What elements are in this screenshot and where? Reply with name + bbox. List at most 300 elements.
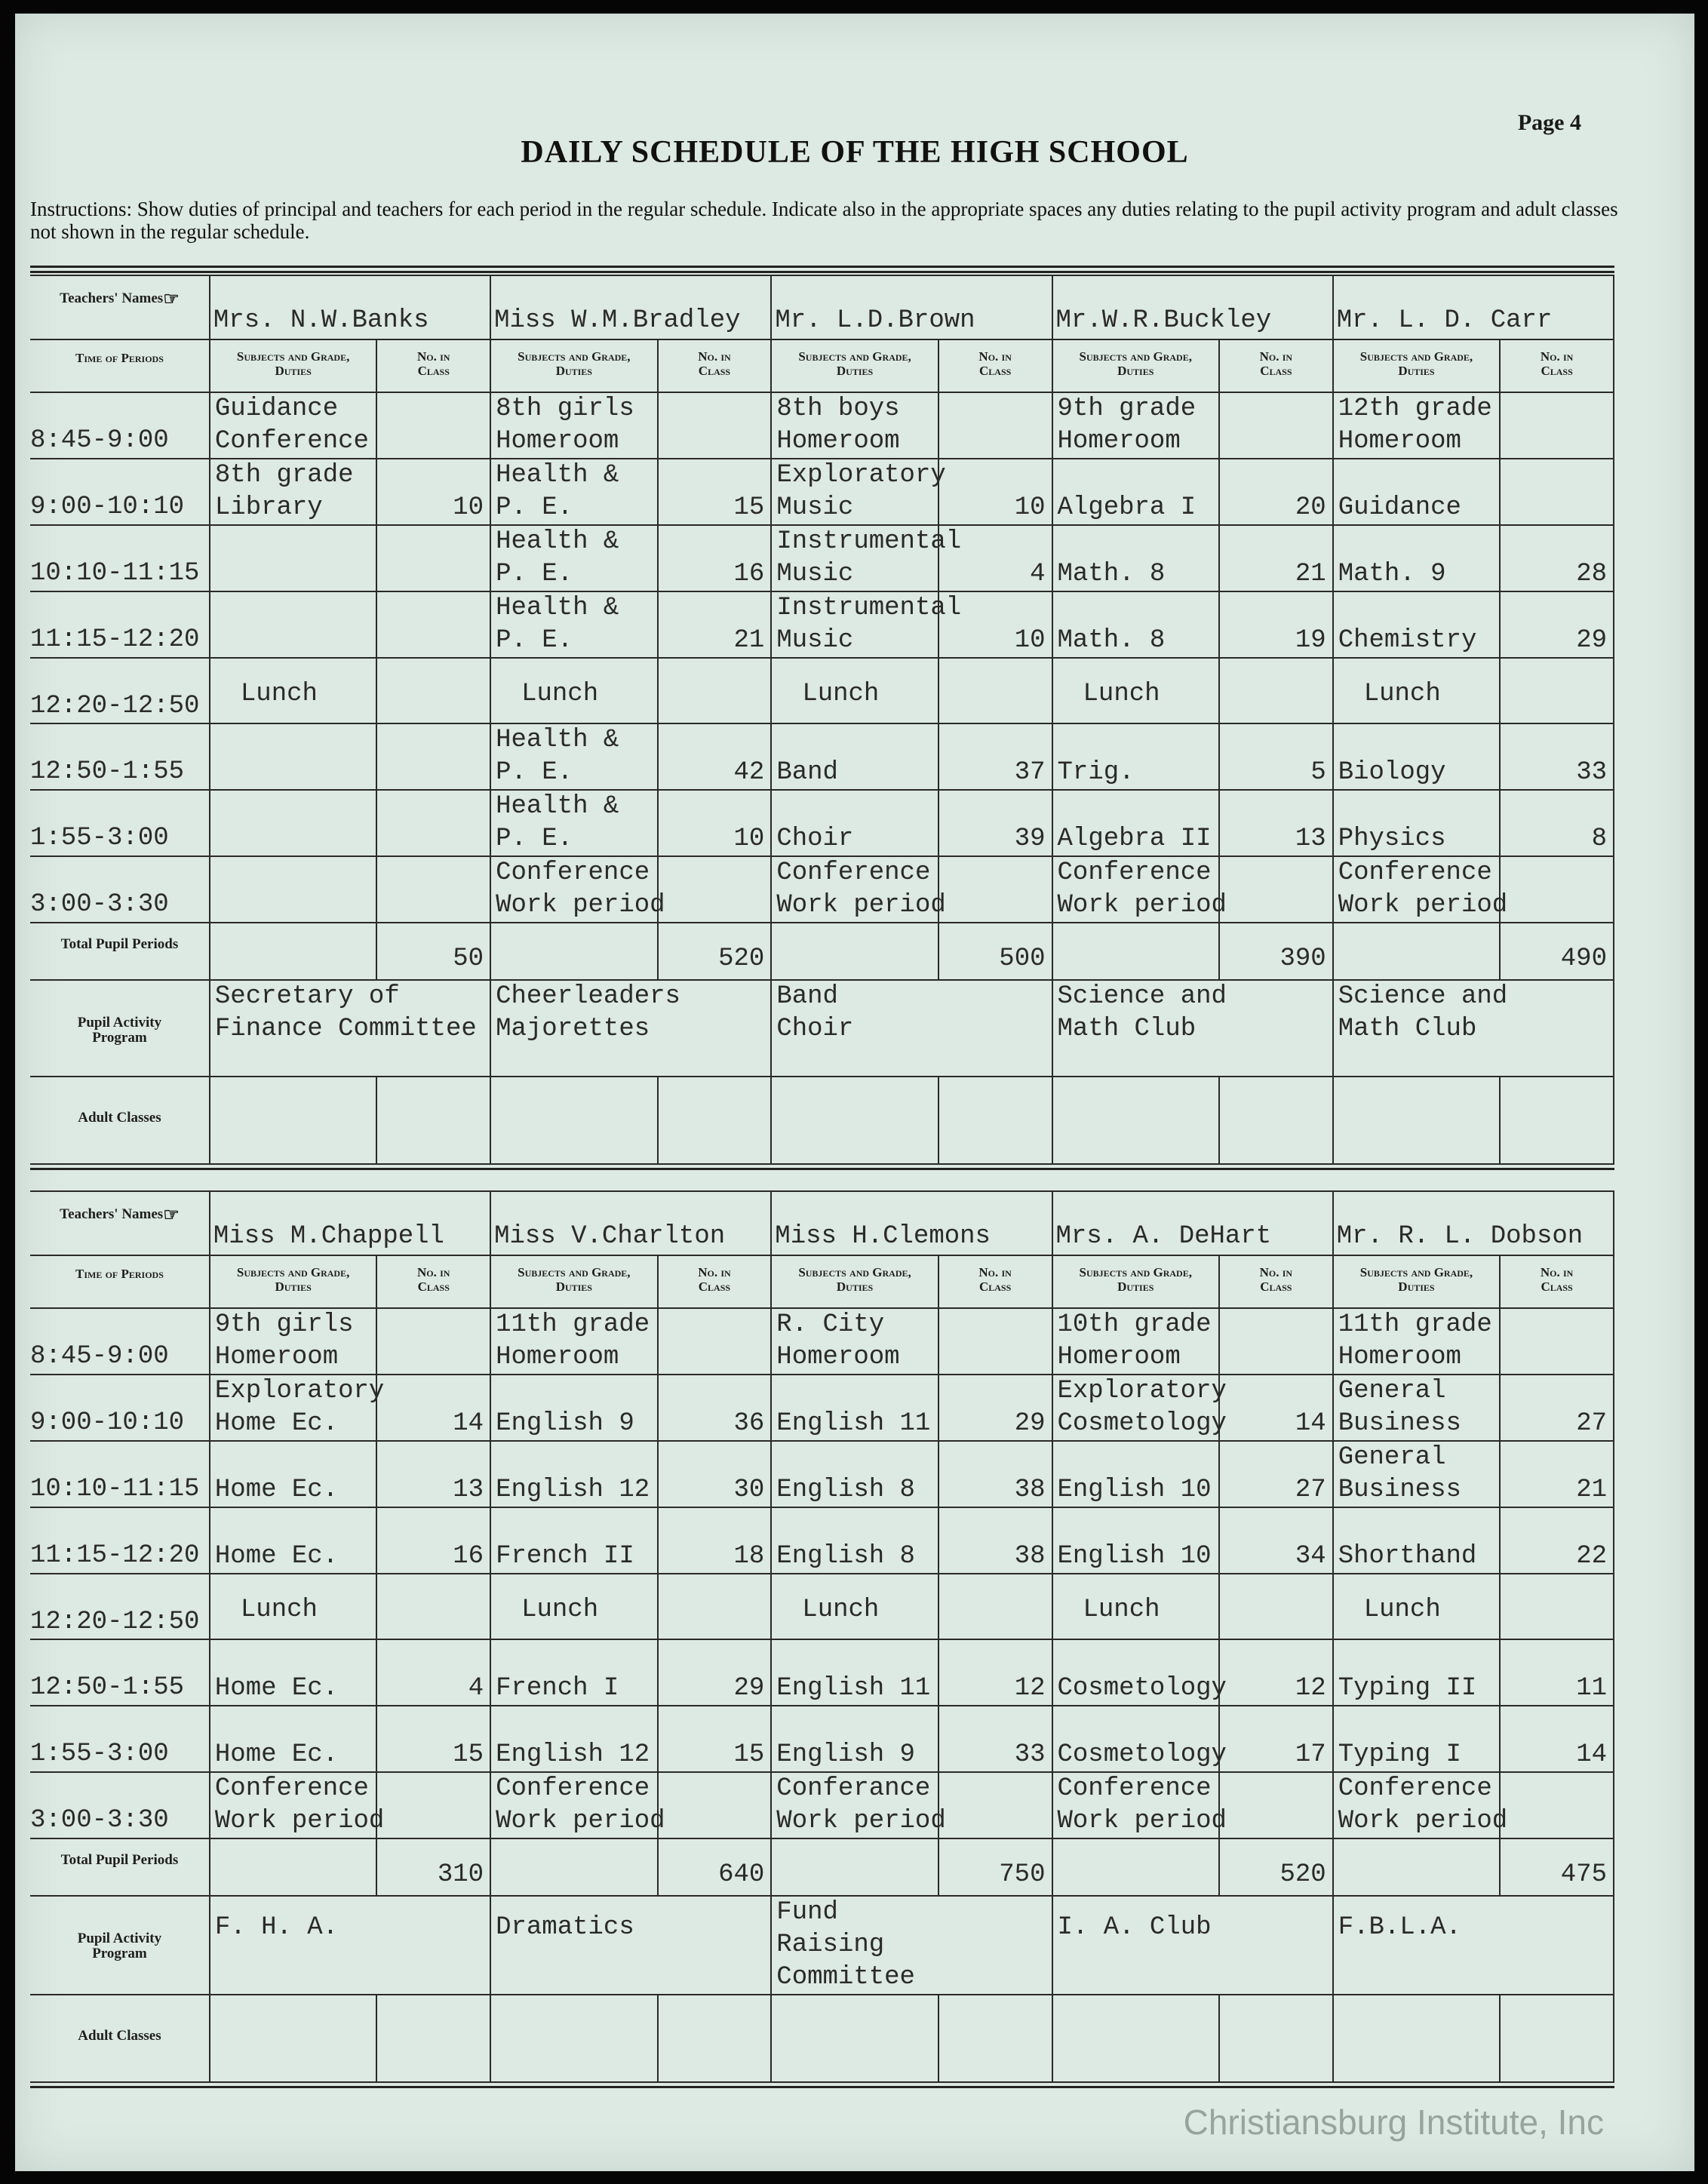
class-count-cell bbox=[1219, 1574, 1333, 1639]
class-count-cell bbox=[1500, 790, 1614, 856]
class-count-cell bbox=[938, 392, 1052, 459]
class-count: 36 bbox=[733, 1409, 765, 1438]
subject-line-1 bbox=[491, 1706, 656, 1739]
class-count-cell bbox=[1219, 790, 1333, 856]
subject-line-1: Health & bbox=[496, 726, 619, 754]
total-value: 310 bbox=[437, 1860, 484, 1889]
period-time-text: 12:20-12:50 bbox=[30, 692, 200, 720]
subject-line-2: Work period bbox=[1338, 1807, 1508, 1835]
pointing-hand-icon: ☞ bbox=[163, 1205, 180, 1225]
subject-cell bbox=[1052, 1308, 1219, 1375]
subject-line-1: General bbox=[1338, 1377, 1446, 1405]
subject-line-2: English 9 bbox=[496, 1409, 634, 1438]
activity-line-2: Math Club bbox=[1338, 1015, 1477, 1043]
subject-cell bbox=[771, 790, 938, 856]
activity-line-1: Band bbox=[776, 982, 838, 1011]
class-count-cell bbox=[376, 1441, 490, 1507]
subject-cell bbox=[1333, 658, 1500, 723]
subject-line-2: P. E. bbox=[496, 626, 573, 655]
teacher-names-row bbox=[30, 1191, 1614, 1255]
class-count-cell bbox=[376, 459, 490, 525]
subject-line-1 bbox=[772, 724, 937, 757]
subject-line-1 bbox=[1334, 1508, 1499, 1540]
class-count-cell bbox=[658, 1507, 772, 1574]
adult-subject-cell bbox=[210, 1077, 376, 1164]
subject-line-2: English 10 bbox=[1057, 1476, 1212, 1504]
adult-subject-cell bbox=[771, 1995, 938, 2082]
subject-cell bbox=[1333, 856, 1508, 923]
subject-cell bbox=[1333, 1507, 1500, 1574]
class-count-cell bbox=[938, 459, 1052, 525]
class-count-cell bbox=[938, 525, 1052, 591]
class-count bbox=[1220, 659, 1332, 691]
class-count: 21 bbox=[1295, 560, 1326, 588]
subject-line-2: Homeroom bbox=[776, 427, 900, 456]
class-count bbox=[659, 1773, 771, 1805]
subject-line-1 bbox=[210, 1706, 376, 1739]
total-blank bbox=[1052, 923, 1219, 980]
subjects-header: Subjects and Grade, Duties bbox=[771, 339, 938, 392]
subject-line-2: Typing II bbox=[1338, 1674, 1477, 1703]
lunch-label: Lunch bbox=[802, 1596, 880, 1624]
subject-cell bbox=[210, 1706, 376, 1772]
subject-line-1: Exploratory bbox=[1057, 1377, 1227, 1405]
period-row bbox=[30, 1574, 1614, 1639]
class-count: 18 bbox=[733, 1542, 765, 1571]
class-count bbox=[377, 791, 490, 823]
subject-cell bbox=[210, 1375, 385, 1441]
subject-line-2: Algebra II bbox=[1057, 825, 1212, 853]
class-count bbox=[1220, 857, 1332, 889]
activity-cell bbox=[490, 1896, 771, 1995]
class-count-cell bbox=[1500, 723, 1614, 790]
subject-line-1 bbox=[210, 526, 376, 558]
activity-line-2: Choir bbox=[776, 1015, 854, 1043]
subjects-header: Subjects and Grade, Duties bbox=[210, 339, 376, 392]
class-count-cell bbox=[376, 1639, 490, 1706]
class-count-cell bbox=[938, 723, 1052, 790]
subject-cell bbox=[490, 1441, 657, 1507]
period-time-text: 12:50-1:55 bbox=[30, 1673, 185, 1702]
class-count bbox=[1501, 659, 1613, 691]
class-count: 38 bbox=[1014, 1476, 1046, 1504]
subject-cell bbox=[1333, 1772, 1508, 1838]
class-count: 20 bbox=[1295, 493, 1326, 522]
subject-line-1 bbox=[1053, 1706, 1218, 1739]
subject-line-2: Work period bbox=[776, 1807, 946, 1835]
subject-cell bbox=[771, 525, 962, 591]
subject-line-1: 8th boys bbox=[776, 395, 900, 423]
subject-cell bbox=[771, 1639, 938, 1706]
subject-line-1: Health & bbox=[496, 527, 619, 556]
subject-line-1 bbox=[210, 791, 376, 823]
class-count: 13 bbox=[453, 1476, 484, 1504]
subject-line-2: English 11 bbox=[776, 1409, 931, 1438]
subject-line-2: Math. 8 bbox=[1057, 626, 1166, 655]
class-count-cell bbox=[1219, 1441, 1333, 1507]
subjects-header: Subjects and Grade, Duties bbox=[1333, 1255, 1500, 1308]
subject-line-1 bbox=[1053, 592, 1218, 625]
period-time-text: 9:00-10:10 bbox=[30, 1408, 185, 1437]
adult-count-cell bbox=[938, 1077, 1052, 1164]
activity-line-3: Committee bbox=[776, 1963, 915, 1992]
class-count: 14 bbox=[453, 1409, 484, 1438]
adult-label: Adult Classes bbox=[30, 1077, 210, 1164]
lunch-label: Lunch bbox=[240, 1596, 318, 1624]
period-row bbox=[30, 790, 1614, 856]
subject-line-2: Work period bbox=[1057, 891, 1227, 920]
adult-count-cell bbox=[376, 1995, 490, 2082]
adult-subject-cell bbox=[1333, 1995, 1500, 2082]
subject-cell bbox=[490, 392, 657, 459]
subject-line-2: Algebra I bbox=[1057, 493, 1197, 522]
subject-cell bbox=[1052, 1441, 1219, 1507]
subject-line-2: P. E. bbox=[496, 758, 573, 787]
activity-line-1: F.B.L.A. bbox=[1338, 1913, 1461, 1942]
subject-cell bbox=[1333, 1706, 1500, 1772]
subject-cell bbox=[210, 1308, 376, 1375]
period-time-text: 11:15-12:20 bbox=[30, 1541, 200, 1570]
subject-cell bbox=[490, 658, 657, 723]
class-count-cell bbox=[1500, 1772, 1614, 1838]
period-time bbox=[30, 856, 210, 923]
subject-line-1 bbox=[772, 1442, 937, 1474]
subject-cell bbox=[1052, 658, 1219, 723]
subject-line-2: Home Ec. bbox=[214, 1409, 339, 1438]
period-time bbox=[30, 723, 210, 790]
teacher-name-cell bbox=[210, 1191, 490, 1255]
class-count: 33 bbox=[1576, 758, 1607, 787]
subject-line-1 bbox=[772, 1508, 937, 1540]
subject-cell bbox=[210, 392, 376, 459]
class-count: 17 bbox=[1295, 1740, 1326, 1769]
class-count: 8 bbox=[1591, 825, 1607, 853]
class-count-cell bbox=[376, 525, 490, 591]
activity-line-2: Finance Committee bbox=[214, 1015, 477, 1043]
class-count: 30 bbox=[733, 1476, 765, 1504]
subjects-header: Subjects and Grade, Duties bbox=[490, 339, 657, 392]
period-time bbox=[30, 591, 210, 658]
subject-cell bbox=[771, 1441, 938, 1507]
class-count-cell bbox=[1500, 658, 1614, 723]
subject-cell bbox=[771, 658, 938, 723]
class-count-cell bbox=[938, 1772, 1052, 1838]
subject-line-1: General bbox=[1338, 1443, 1446, 1472]
class-count-cell bbox=[1219, 591, 1333, 658]
subject-line-2: Work period bbox=[496, 1807, 665, 1835]
activity-cell bbox=[1052, 1896, 1333, 1995]
subject-line-1: Conference bbox=[1338, 859, 1492, 887]
adult-label: Adult Classes bbox=[30, 1995, 210, 2082]
total-value: 490 bbox=[1560, 945, 1607, 973]
subject-line-2: French II bbox=[496, 1542, 634, 1571]
class-count: 15 bbox=[453, 1740, 484, 1769]
activity-line-2: Raising bbox=[776, 1931, 885, 1959]
total-cell bbox=[376, 1838, 490, 1896]
class-count bbox=[377, 1309, 490, 1341]
adult-subject-cell bbox=[490, 1995, 657, 2082]
subject-line-1 bbox=[1334, 724, 1499, 757]
period-time-text: 9:00-10:10 bbox=[30, 493, 185, 521]
total-cell bbox=[1219, 923, 1333, 980]
subject-cell bbox=[490, 1507, 657, 1574]
teacher-name: Mr. L.D.Brown bbox=[775, 306, 975, 335]
adult-subject-cell bbox=[1052, 1077, 1219, 1164]
class-count bbox=[659, 857, 771, 889]
subject-line-2: Trig. bbox=[1057, 758, 1135, 787]
class-count-cell bbox=[938, 1639, 1052, 1706]
class-count-cell bbox=[658, 1375, 772, 1441]
subject-cell bbox=[490, 1706, 657, 1772]
subject-cell bbox=[210, 591, 376, 658]
class-count-cell bbox=[658, 459, 772, 525]
class-count bbox=[377, 659, 490, 691]
adult-count-cell bbox=[1219, 1995, 1333, 2082]
activity-line-1: Fund bbox=[776, 1898, 838, 1927]
class-count bbox=[377, 724, 490, 757]
subject-cell bbox=[490, 1574, 657, 1639]
subject-cell bbox=[210, 1639, 376, 1706]
class-count-cell bbox=[658, 1574, 772, 1639]
class-count: 28 bbox=[1576, 560, 1607, 588]
pointing-hand-icon: ☞ bbox=[163, 289, 180, 309]
subject-cell bbox=[490, 459, 657, 525]
total-cell bbox=[1500, 923, 1614, 980]
teacher-name-cell bbox=[771, 275, 1052, 339]
page-number: Page 4 bbox=[1517, 110, 1581, 135]
class-count-cell bbox=[938, 1574, 1052, 1639]
class-count: 12 bbox=[1014, 1674, 1046, 1703]
class-count-cell bbox=[938, 1441, 1052, 1507]
total-value: 475 bbox=[1560, 1860, 1607, 1889]
subject-line-1 bbox=[1053, 724, 1218, 757]
subject-line-2: Homeroom bbox=[1338, 427, 1461, 456]
class-count-cell bbox=[1500, 591, 1614, 658]
subject-line-2: Guidance bbox=[1338, 493, 1461, 522]
no-in-class-header: No. in Class bbox=[938, 339, 1052, 392]
class-count-cell bbox=[1219, 1308, 1333, 1375]
adult-row bbox=[30, 1077, 1614, 1164]
subject-line-2: Music bbox=[776, 626, 854, 655]
total-value: 640 bbox=[718, 1860, 765, 1889]
schedule-block-1 bbox=[30, 275, 1614, 1170]
subject-cell bbox=[1052, 1706, 1227, 1772]
subject-line-2: P. E. bbox=[496, 825, 573, 853]
class-count bbox=[377, 393, 490, 425]
subject-cell bbox=[210, 1772, 385, 1838]
period-row bbox=[30, 1772, 1614, 1838]
subject-cell bbox=[771, 1375, 938, 1441]
subject-line-2: Math. 8 bbox=[1057, 560, 1166, 588]
period-time-text: 12:20-12:50 bbox=[30, 1608, 200, 1636]
teacher-name: Miss V.Charlton bbox=[494, 1222, 726, 1251]
class-count-cell bbox=[1500, 1706, 1614, 1772]
subject-cell bbox=[210, 1507, 376, 1574]
activity-cell bbox=[490, 980, 771, 1077]
subject-line-1 bbox=[491, 1375, 656, 1408]
activity-line-1: Dramatics bbox=[496, 1913, 634, 1942]
class-count bbox=[659, 659, 771, 691]
subject-cell bbox=[771, 1308, 938, 1375]
period-time-text: 8:45-9:00 bbox=[30, 1342, 169, 1371]
subject-line-1: 10th grade bbox=[1057, 1310, 1212, 1339]
lunch-label: Lunch bbox=[802, 680, 880, 708]
class-count bbox=[939, 393, 1052, 425]
top-rule bbox=[30, 266, 1614, 268]
subject-line-2: Homeroom bbox=[496, 427, 619, 456]
class-count: 15 bbox=[733, 493, 765, 522]
subject-line-1 bbox=[1334, 592, 1499, 625]
class-count bbox=[939, 659, 1052, 691]
total-value: 500 bbox=[999, 945, 1046, 973]
subject-line-2: Work period bbox=[496, 891, 665, 920]
column-header-row bbox=[30, 1255, 1614, 1308]
activity-line-1: Science and bbox=[1338, 982, 1508, 1011]
teacher-name-cell bbox=[490, 275, 771, 339]
total-cell bbox=[658, 923, 772, 980]
subject-cell bbox=[771, 1772, 946, 1838]
activity-cell bbox=[210, 980, 490, 1077]
activity-line-1: Science and bbox=[1057, 982, 1227, 1011]
activity-cell bbox=[210, 1896, 490, 1995]
class-count-cell bbox=[658, 1772, 772, 1838]
subject-line-1: Health & bbox=[496, 461, 619, 490]
class-count-cell bbox=[1500, 392, 1614, 459]
subject-cell bbox=[1333, 723, 1500, 790]
period-time bbox=[30, 1441, 210, 1507]
subject-line-1: Guidance bbox=[214, 395, 339, 423]
class-count: 16 bbox=[453, 1542, 484, 1571]
total-blank bbox=[1333, 923, 1500, 980]
class-count-cell bbox=[658, 591, 772, 658]
class-count: 29 bbox=[1014, 1409, 1046, 1438]
lunch-label: Lunch bbox=[521, 1596, 599, 1624]
lunch-label: Lunch bbox=[521, 680, 599, 708]
total-cell bbox=[938, 1838, 1052, 1896]
period-time bbox=[30, 658, 210, 723]
class-count-cell bbox=[1219, 723, 1333, 790]
activity-cell bbox=[771, 1896, 1052, 1995]
teachers-names-label bbox=[30, 275, 210, 339]
subject-line-2: Home Ec. bbox=[214, 1542, 339, 1571]
period-row bbox=[30, 723, 1614, 790]
subject-cell bbox=[1052, 1639, 1227, 1706]
class-count-cell bbox=[658, 723, 772, 790]
subjects-header: Subjects and Grade, Duties bbox=[771, 1255, 938, 1308]
block-bottom-rule bbox=[30, 1168, 1614, 1170]
class-count-cell bbox=[376, 1772, 490, 1838]
class-count: 14 bbox=[1295, 1409, 1326, 1438]
subject-cell bbox=[1333, 591, 1500, 658]
teacher-name-cell bbox=[1052, 1191, 1333, 1255]
activity-cell bbox=[771, 980, 1052, 1077]
period-row bbox=[30, 459, 1614, 525]
top-rule-2 bbox=[30, 271, 1614, 273]
teacher-name-cell bbox=[1052, 275, 1333, 339]
class-count: 4 bbox=[468, 1674, 484, 1703]
total-cell bbox=[1500, 1838, 1614, 1896]
total-blank bbox=[210, 923, 376, 980]
period-time bbox=[30, 392, 210, 459]
class-count: 33 bbox=[1014, 1740, 1046, 1769]
class-count-cell bbox=[1219, 525, 1333, 591]
subject-cell bbox=[210, 459, 376, 525]
subject-line-2: Business bbox=[1338, 1409, 1461, 1438]
subject-line-2: Cosmetology bbox=[1057, 1409, 1227, 1438]
class-count-cell bbox=[1500, 525, 1614, 591]
activity-line-1: Cheerleaders bbox=[496, 982, 680, 1011]
subject-line-2: Typing I bbox=[1338, 1740, 1461, 1769]
instructions-label: Instructions: bbox=[30, 198, 132, 220]
class-count: 19 bbox=[1295, 626, 1326, 655]
class-count bbox=[1220, 1574, 1332, 1607]
teacher-name: Mrs. N.W.Banks bbox=[213, 306, 429, 335]
adult-count-cell bbox=[1500, 1995, 1614, 2082]
activity-line-1: Secretary of bbox=[214, 982, 400, 1011]
no-in-class-header: No. in Class bbox=[1219, 1255, 1333, 1308]
subject-line-1 bbox=[1334, 1640, 1499, 1673]
subject-cell bbox=[1052, 1507, 1219, 1574]
class-count-cell bbox=[1219, 1772, 1333, 1838]
class-count-cell bbox=[1500, 1375, 1614, 1441]
subject-line-2: Homeroom bbox=[214, 1343, 339, 1372]
subject-line-1 bbox=[210, 592, 376, 625]
no-in-class-header: No. in Class bbox=[658, 339, 772, 392]
class-count-cell bbox=[1219, 392, 1333, 459]
total-value: 50 bbox=[453, 945, 484, 973]
class-count bbox=[1501, 857, 1613, 889]
class-count bbox=[377, 1574, 490, 1607]
subject-line-2: English 10 bbox=[1057, 1542, 1212, 1571]
class-count: 29 bbox=[733, 1674, 765, 1703]
period-time-text: 1:55-3:00 bbox=[30, 1740, 169, 1768]
class-count bbox=[939, 1309, 1052, 1341]
teacher-name: Miss W.M.Bradley bbox=[494, 306, 741, 335]
activity-cell bbox=[1333, 1896, 1614, 1995]
period-row bbox=[30, 525, 1614, 591]
subject-line-2: Cosmetology bbox=[1057, 1674, 1227, 1703]
class-count: 11 bbox=[1576, 1674, 1607, 1703]
subject-line-1 bbox=[1053, 459, 1218, 492]
subject-cell bbox=[1052, 591, 1219, 658]
total-blank bbox=[210, 1838, 376, 1896]
activity-cell bbox=[1333, 980, 1614, 1077]
subject-line-1: R. City bbox=[776, 1310, 885, 1339]
class-count-cell bbox=[376, 790, 490, 856]
class-count bbox=[1501, 1773, 1613, 1805]
subject-cell bbox=[771, 723, 938, 790]
adult-row bbox=[30, 1995, 1614, 2082]
subject-cell bbox=[490, 1308, 657, 1375]
subject-cell bbox=[210, 723, 376, 790]
subject-line-2: P. E. bbox=[496, 493, 573, 522]
total-blank bbox=[490, 1838, 657, 1896]
subject-cell bbox=[771, 1574, 938, 1639]
subject-line-2: Chemistry bbox=[1338, 626, 1477, 655]
class-count-cell bbox=[658, 1441, 772, 1507]
period-time bbox=[30, 1574, 210, 1639]
adult-subject-cell bbox=[490, 1077, 657, 1164]
class-count-cell bbox=[1219, 658, 1333, 723]
subject-cell bbox=[1333, 790, 1500, 856]
class-count-cell bbox=[376, 1574, 490, 1639]
subject-line-1 bbox=[210, 857, 376, 889]
time-of-periods-header: Time of Periods bbox=[30, 1255, 210, 1308]
subject-cell bbox=[490, 723, 657, 790]
subject-line-1 bbox=[772, 1375, 937, 1408]
no-in-class-header: No. in Class bbox=[938, 1255, 1052, 1308]
subject-cell bbox=[1052, 392, 1219, 459]
